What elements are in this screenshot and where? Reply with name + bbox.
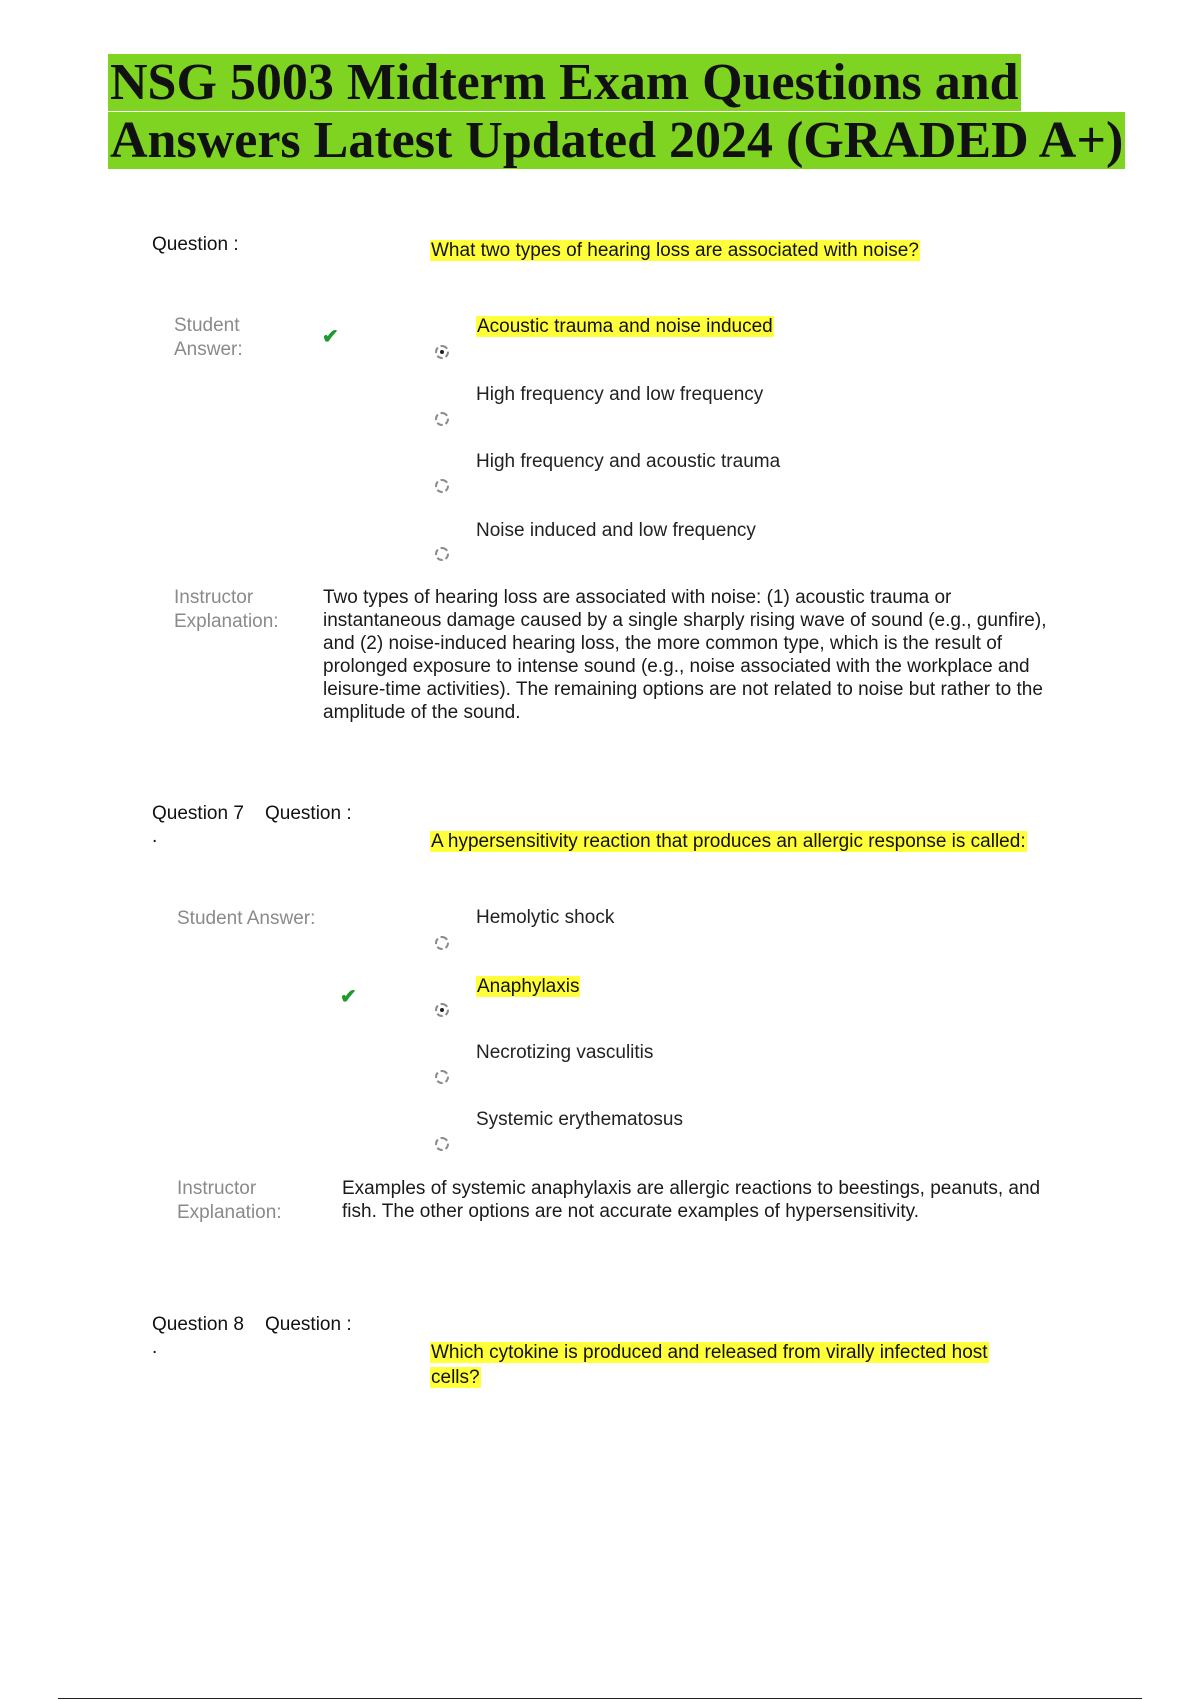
option-label: Hemolytic shock: [476, 907, 615, 928]
question-number: Question 8: [152, 1314, 244, 1335]
option-label: Noise induced and low frequency: [476, 520, 756, 541]
radio-button[interactable]: [435, 479, 449, 493]
radio-button-selected[interactable]: [435, 1003, 449, 1017]
radio-button-selected[interactable]: [435, 345, 449, 359]
radio-button[interactable]: [435, 547, 449, 561]
instructor-explanation-label: Instructor Explanation:: [177, 1178, 282, 1223]
student-answer-label: Student Answer:: [174, 315, 243, 360]
option-label: Anaphylaxis: [477, 976, 580, 997]
question-dot: .: [152, 1337, 158, 1358]
option-label: Acoustic trauma and noise induced: [477, 316, 773, 337]
question-number: Question 7: [152, 803, 244, 824]
instructor-explanation-text: Two types of hearing loss are associated with noise: (1) acoustic trauma or instantaneous damage caused by a single sharply rising wave of sound (e.g., gunfire), and (2) noise-induced hearing loss, the more common type, which is the result of prolonged exposure to intense sound (e.g., noise associated with the workplace and leisure-time activities). The remaining options are not related to noise but rather to the amplitude of the sound.: [323, 587, 1047, 723]
instructor-explanation-text: Examples of systemic anaphylaxis are allergic reactions to beestings, peanuts, and fish. The other options are not accurate examples of hypersensitivity.: [342, 1178, 1041, 1222]
question-text: A hypersensitivity reaction that produces an allergic response is called:: [431, 831, 1026, 852]
option-label: Necrotizing vasculitis: [476, 1042, 654, 1063]
option-label: High frequency and acoustic trauma: [476, 451, 781, 472]
question-text: Which cytokine is produced and released from virally infected host cells?: [431, 1342, 988, 1388]
check-icon: ✔: [340, 986, 357, 1008]
page-divider: [58, 1698, 1142, 1699]
question-label: Question :: [152, 234, 239, 255]
check-icon: ✔: [322, 326, 339, 348]
radio-button[interactable]: [435, 936, 449, 950]
document-title: NSG 5003 Midterm Exam Questions and Answers Latest Updated 2024 (GRADED A+): [110, 54, 1124, 169]
radio-button[interactable]: [435, 1137, 449, 1151]
question-text: What two types of hearing loss are associated with noise?: [431, 240, 919, 261]
option-label: Systemic erythematosus: [476, 1109, 683, 1130]
instructor-explanation-label: Instructor Explanation:: [174, 587, 279, 632]
question-label: Question :: [265, 803, 352, 824]
student-answer-label: Student Answer:: [177, 908, 316, 929]
radio-button[interactable]: [435, 1070, 449, 1084]
question-label: Question :: [265, 1314, 352, 1335]
question-dot: .: [152, 826, 158, 847]
radio-button[interactable]: [435, 412, 449, 426]
option-label: High frequency and low frequency: [476, 384, 764, 405]
